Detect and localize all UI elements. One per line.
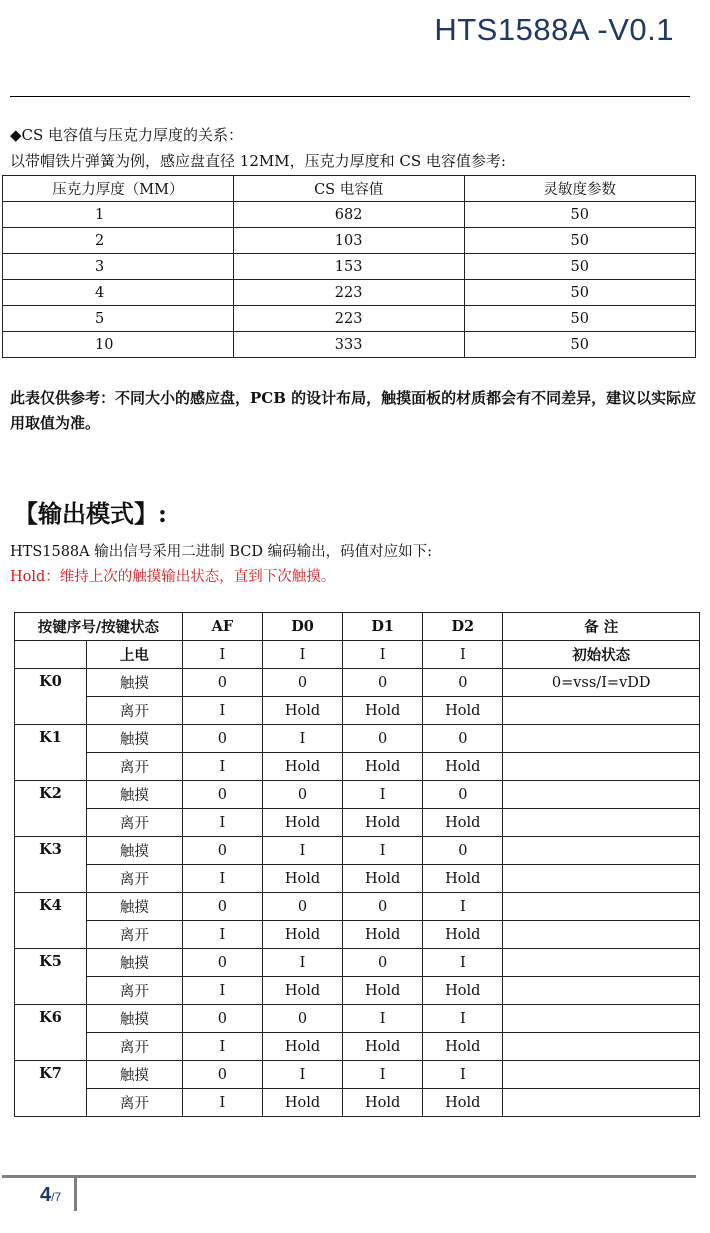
d1-cell: 0 [343, 949, 423, 977]
d0-cell: I [262, 949, 342, 977]
d1-cell: Hold [343, 809, 423, 837]
key-row-release [15, 697, 700, 725]
sensitivity-cell: 50 [464, 202, 695, 228]
d2-cell: 0 [423, 781, 503, 809]
thickness-cell: 2 [3, 228, 234, 254]
d0-cell: Hold [262, 921, 342, 949]
state-label: 触摸 [86, 1005, 182, 1033]
column-header: 灵敏度参数 [464, 176, 695, 202]
state-label: 触摸 [86, 781, 182, 809]
thickness-cell: 4 [3, 280, 234, 306]
remark-cell [503, 697, 700, 725]
key-row-touch [15, 1005, 700, 1033]
thickness-cell: 5 [3, 306, 234, 332]
d2-cell: Hold [423, 809, 503, 837]
d1-cell: I [343, 1005, 423, 1033]
d2-cell: Hold [423, 753, 503, 781]
key-row-release [15, 977, 700, 1005]
state-label: 触摸 [86, 725, 182, 753]
d2-cell: 0 [423, 669, 503, 697]
key-id-cell: K1 [15, 725, 87, 781]
sensitivity-cell: 50 [464, 280, 695, 306]
d2-cell: I [423, 1005, 503, 1033]
remark-cell: 初始状态 [503, 641, 700, 669]
key-table-header [15, 613, 700, 641]
af-cell: I [182, 641, 262, 669]
sensitivity-cell: 50 [464, 332, 695, 358]
column-header: AF [182, 613, 262, 641]
d2-cell: I [423, 1061, 503, 1089]
thickness-cell: 10 [3, 332, 234, 358]
state-label: 离开 [86, 1033, 182, 1061]
state-label: 离开 [86, 977, 182, 1005]
column-header: 按键序号/按键状态 [15, 613, 183, 641]
d0-cell: I [262, 837, 342, 865]
sensitivity-cell: 50 [464, 254, 695, 280]
key-row-release [15, 1089, 700, 1117]
page-number [40, 1184, 61, 1207]
d1-cell: Hold [343, 697, 423, 725]
hold-note: Hold：维持上次的触摸输出状态，直到下次触摸。 [10, 569, 336, 585]
d0-cell: Hold [262, 1089, 342, 1117]
d2-cell: Hold [423, 865, 503, 893]
output-description: HTS1588A 输出信号采用二进制 BCD 编码输出，码值对应如下: [10, 544, 432, 560]
af-cell: 0 [182, 669, 262, 697]
key-id-cell: K2 [15, 781, 87, 837]
d2-cell: Hold [423, 977, 503, 1005]
d1-cell: I [343, 641, 423, 669]
d1-cell: Hold [343, 753, 423, 781]
current-page: 4 [40, 1184, 52, 1206]
af-cell: I [182, 1089, 262, 1117]
key-id-cell: K4 [15, 893, 87, 949]
remark-cell [503, 977, 700, 1005]
d1-cell: Hold [343, 977, 423, 1005]
d1-cell: Hold [343, 865, 423, 893]
key-row-release [15, 753, 700, 781]
capacitance-row [3, 306, 696, 332]
af-cell: 0 [182, 725, 262, 753]
remark-cell [503, 865, 700, 893]
d0-cell: 0 [262, 1005, 342, 1033]
key-row-release [15, 809, 700, 837]
key-row-release [15, 865, 700, 893]
af-cell: I [182, 921, 262, 949]
capacitance-row [3, 280, 696, 306]
d1-cell: Hold [343, 921, 423, 949]
footer-bar [74, 1177, 77, 1211]
d1-cell: I [343, 837, 423, 865]
state-label: 离开 [86, 921, 182, 949]
key-id-cell: K0 [15, 669, 87, 725]
key-id-cell: K6 [15, 1005, 87, 1061]
state-label: 触摸 [86, 837, 182, 865]
d2-cell: 0 [423, 725, 503, 753]
state-label: 离开 [86, 753, 182, 781]
d1-cell: I [343, 1061, 423, 1089]
capacitance-table [2, 175, 696, 358]
d2-cell: Hold [423, 921, 503, 949]
output-mode-heading: 【输出模式】: [14, 499, 167, 528]
key-row-touch [15, 669, 700, 697]
d0-cell: Hold [262, 697, 342, 725]
d2-cell: Hold [423, 1089, 503, 1117]
remark-cell [503, 949, 700, 977]
capacitance-cell: 153 [233, 254, 464, 280]
af-cell: I [182, 697, 262, 725]
capacitance-cell: 103 [233, 228, 464, 254]
power-on-row [15, 641, 700, 669]
capacitance-row [3, 254, 696, 280]
capacitance-cell: 333 [233, 332, 464, 358]
d2-cell: I [423, 949, 503, 977]
state-label: 离开 [86, 1089, 182, 1117]
d1-cell: 0 [343, 893, 423, 921]
d0-cell: 0 [262, 893, 342, 921]
remark-cell [503, 1005, 700, 1033]
remark-cell [503, 725, 700, 753]
state-label: 离开 [86, 697, 182, 725]
capacitance-table-header [3, 176, 696, 202]
state-label: 触摸 [86, 893, 182, 921]
cs-section-heading: ◆CS 电容值与压克力厚度的关系： [10, 126, 244, 144]
key-id-cell: K5 [15, 949, 87, 1005]
d2-cell: Hold [423, 697, 503, 725]
key-output-table [14, 612, 700, 1117]
key-row-touch [15, 949, 700, 977]
remark-cell [503, 809, 700, 837]
key-id-cell: K3 [15, 837, 87, 893]
capacitance-row [3, 228, 696, 254]
af-cell: 0 [182, 837, 262, 865]
thickness-cell: 3 [3, 254, 234, 280]
key-row-touch [15, 893, 700, 921]
key-row-touch [15, 837, 700, 865]
footer-divider [2, 1175, 696, 1178]
column-header: 备 注 [503, 613, 700, 641]
d2-cell: I [423, 893, 503, 921]
column-header: 压克力厚度（MM） [3, 176, 234, 202]
key-row-touch [15, 1061, 700, 1089]
af-cell: 0 [182, 949, 262, 977]
key-row-release [15, 921, 700, 949]
sensitivity-cell: 50 [464, 228, 695, 254]
capacitance-cell: 223 [233, 306, 464, 332]
remark-cell [503, 893, 700, 921]
d0-cell: Hold [262, 977, 342, 1005]
d0-cell: Hold [262, 865, 342, 893]
af-cell: I [182, 753, 262, 781]
remark-cell [503, 1033, 700, 1061]
state-label: 离开 [86, 865, 182, 893]
remark-cell [503, 837, 700, 865]
key-id-cell: K7 [15, 1061, 87, 1117]
d0-cell: Hold [262, 753, 342, 781]
key-row-release [15, 1033, 700, 1061]
af-cell: I [182, 1033, 262, 1061]
total-pages: /7 [51, 1190, 62, 1204]
document-title: HTS1588A -V0.1 [434, 12, 674, 47]
reference-note: 此表仅供参考：不同大小的感应盘，PCB 的设计布局，触摸面板的材质都会有不同差异，建议以实际应用取值为准。 [10, 389, 697, 432]
remark-cell [503, 921, 700, 949]
d0-cell: Hold [262, 1033, 342, 1061]
af-cell: 0 [182, 1061, 262, 1089]
d2-cell: Hold [423, 1033, 503, 1061]
column-header: D2 [423, 613, 503, 641]
state-label: 上电 [86, 641, 182, 669]
remark-cell: 0=vss/I=vDD [503, 669, 700, 697]
capacitance-cell: 223 [233, 280, 464, 306]
af-cell: I [182, 865, 262, 893]
af-cell: 0 [182, 781, 262, 809]
state-label: 触摸 [86, 949, 182, 977]
thickness-cell: 1 [3, 202, 234, 228]
d0-cell: I [262, 725, 342, 753]
d0-cell: I [262, 1061, 342, 1089]
remark-cell [503, 1089, 700, 1117]
header-divider [10, 96, 690, 97]
capacitance-cell: 682 [233, 202, 464, 228]
capacitance-row [3, 202, 696, 228]
sensitivity-cell: 50 [464, 306, 695, 332]
d1-cell: 0 [343, 725, 423, 753]
cs-section-intro: 以带帽铁片弹簧为例，感应盘直径 12MM，压克力厚度和 CS 电容值参考: [10, 152, 506, 170]
af-cell: I [182, 977, 262, 1005]
remark-cell [503, 781, 700, 809]
key-row-touch [15, 725, 700, 753]
column-header: CS 电容值 [233, 176, 464, 202]
af-cell: 0 [182, 1005, 262, 1033]
d1-cell: Hold [343, 1089, 423, 1117]
column-header: D0 [262, 613, 342, 641]
d1-cell: Hold [343, 1033, 423, 1061]
d1-cell: 0 [343, 669, 423, 697]
key-cell [15, 641, 87, 669]
d0-cell: 0 [262, 669, 342, 697]
key-row-touch [15, 781, 700, 809]
d1-cell: I [343, 781, 423, 809]
remark-cell [503, 753, 700, 781]
d0-cell: I [262, 641, 342, 669]
state-label: 触摸 [86, 669, 182, 697]
d2-cell: I [423, 641, 503, 669]
remark-cell [503, 1061, 700, 1089]
d0-cell: 0 [262, 781, 342, 809]
state-label: 触摸 [86, 1061, 182, 1089]
af-cell: 0 [182, 893, 262, 921]
d2-cell: 0 [423, 837, 503, 865]
capacitance-row [3, 332, 696, 358]
af-cell: I [182, 809, 262, 837]
state-label: 离开 [86, 809, 182, 837]
column-header: D1 [343, 613, 423, 641]
d0-cell: Hold [262, 809, 342, 837]
